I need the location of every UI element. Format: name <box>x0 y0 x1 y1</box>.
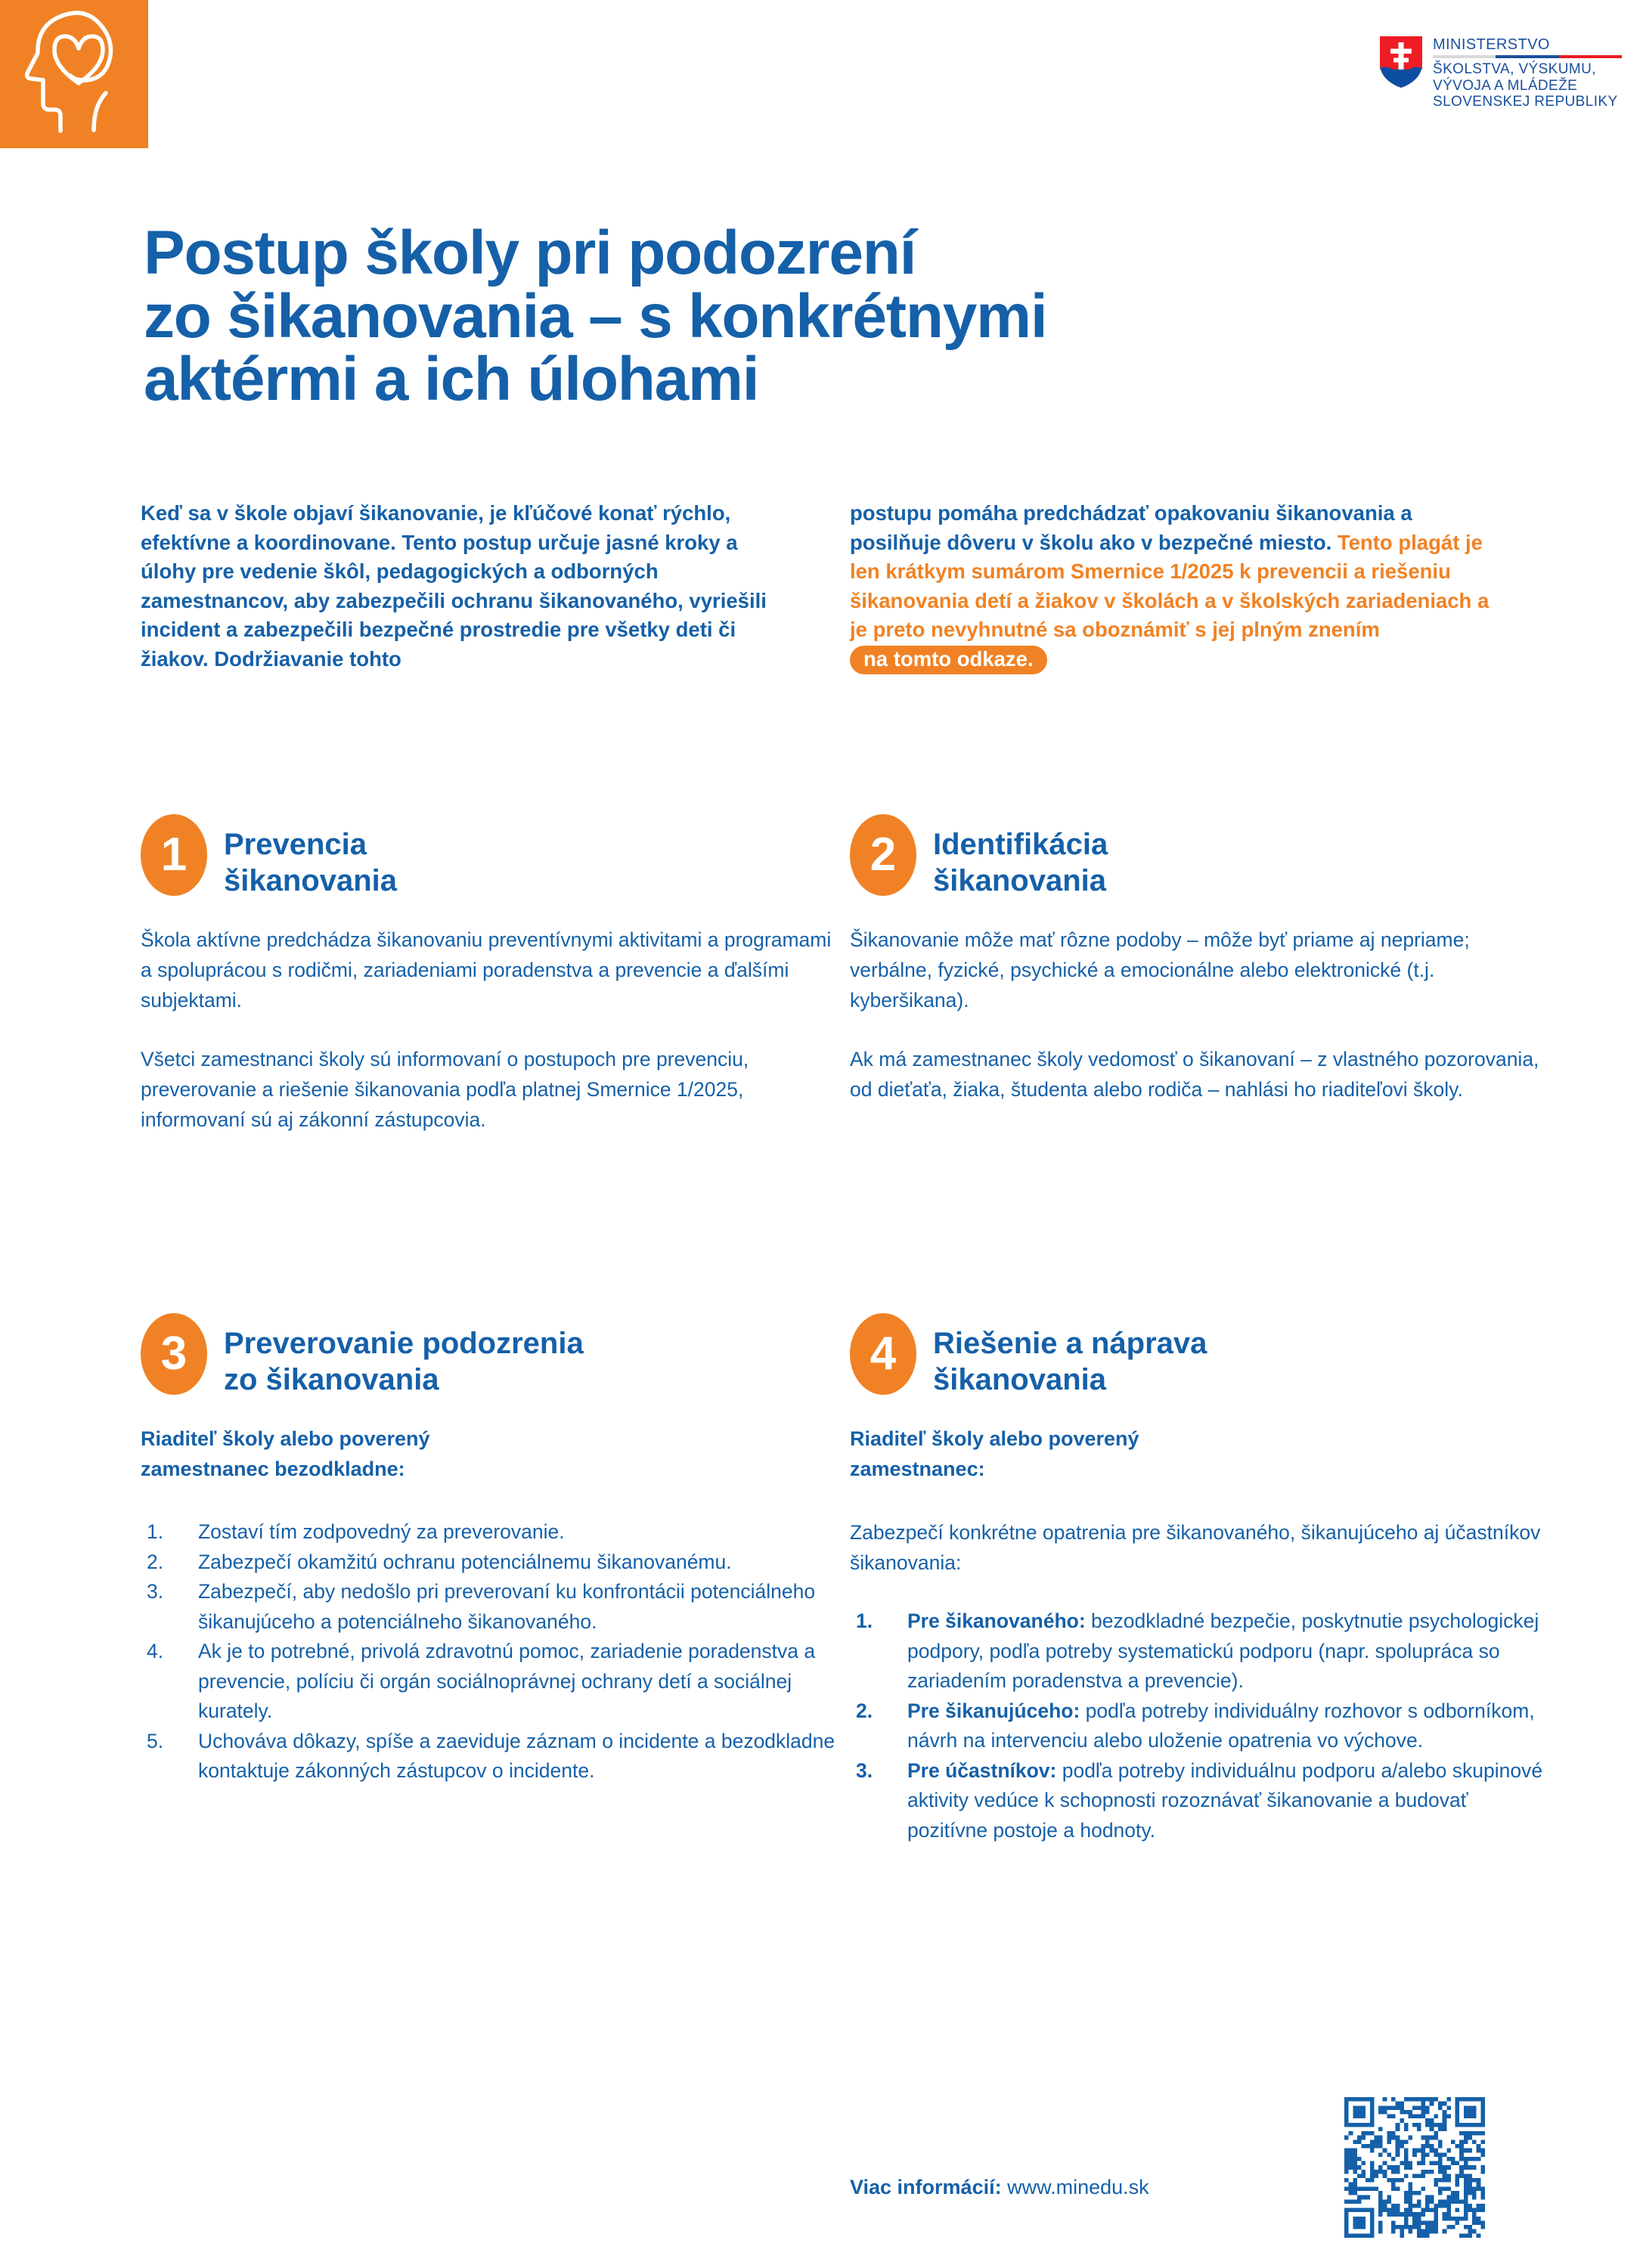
section-title <box>933 1319 1207 1398</box>
section-body <box>850 1424 1553 1845</box>
list-item <box>141 1548 844 1578</box>
section-title-line-2: šikanovania <box>224 864 398 897</box>
list-item <box>141 1577 844 1637</box>
list-item-text: Uchováva dôkazy, spíše a zaeviduje záznam o incidente a bezodkladne kontaktuje zákonných zástupcov o incidente. <box>198 1729 835 1782</box>
tricolor-rule <box>1433 55 1622 58</box>
section-header <box>141 820 844 899</box>
section-number-badge: 4 <box>850 1313 916 1395</box>
section-header <box>850 1319 1553 1398</box>
section-lead <box>141 1424 844 1484</box>
ministry-line-1: MINISTERSTVO <box>1433 36 1550 53</box>
section-title-line-2: zo šikanovania <box>224 1363 439 1396</box>
ministry-line-2: ŠKOLSTVA, VÝSKUMU, <box>1433 61 1596 77</box>
section-paragraph: Všetci zamestnanci školy sú informovaní o postupoch pre prevenciu, preverovanie a riešenie šikanovania podľa platnej Smernice 1/2025, informovaní sú aj zákonní zástupcovia. <box>141 1048 749 1131</box>
section-paragraph: Škola aktívne predchádza šikanovaniu preventívnymi aktivitami a programami a spoluprácou s rodičmi, zariadeniami poradenstva a prevencie a ďalšími subjektami. <box>141 928 832 1012</box>
list-item-lead-in: Pre šikanujúceho: <box>907 1699 1080 1722</box>
list-item-body: podľa potreby individuálnu podporu a/alebo skupinové aktivity vedúce k schopnosti rozoznávať šikanovanie a budovať pozitívne postoje a hodnoty. <box>907 1758 1543 1842</box>
list-item-text: Ak je to potrebné, privolá zdravotnú pomoc, zariadenie poradenstva a prevencie, políciu či orgán sociálnoprávnej ochrany detí a sociálnej kurately. <box>198 1640 816 1722</box>
section-number-badge: 3 <box>141 1313 207 1395</box>
section-lead-line-1: Riaditeľ školy alebo poverený <box>850 1427 1139 1450</box>
list-item-text: Zabezpečí okamžitú ochranu potenciálnemu šikanovanému. <box>198 1550 732 1573</box>
list-item-body: podľa potreby individuálny rozhovor s odborníkom, návrh na intervenciu alebo uloženie opatrenia vo výchove. <box>907 1699 1535 1752</box>
list-item-text <box>907 1606 1553 1696</box>
section-body <box>850 925 1553 1105</box>
list-item-text <box>907 1756 1553 1846</box>
footer-label: Viac informácií: <box>850 2176 1002 2198</box>
section-title-line-2: šikanovania <box>933 1363 1107 1396</box>
head-with-heart-icon <box>0 0 148 148</box>
section-lead <box>850 1424 1553 1484</box>
section-title-line-1: Prevencia <box>224 828 367 861</box>
section-title-line-1: Identifikácia <box>933 828 1108 861</box>
section-preverovanie <box>141 1319 844 1786</box>
list-item-number: 4. <box>147 1640 164 1662</box>
section-lead-line-1: Riaditeľ školy alebo poverený <box>141 1427 430 1450</box>
section-number-badge: 1 <box>141 814 207 896</box>
footer-url[interactable]: www.minedu.sk <box>1001 2176 1149 2198</box>
list-item-text: Zostaví tím zodpovedný za preverovanie. <box>198 1520 565 1543</box>
section-title-line-2: šikanovania <box>933 864 1107 897</box>
section-prevencia <box>141 820 844 1135</box>
list-item <box>141 1517 844 1548</box>
section-paragraph: Ak má zamestnanec školy vedomosť o šikanovaní – z vlastného pozorovania, od dieťaťa, žiaka, študenta alebo rodiča – nahlási ho riaditeľovi školy. <box>850 1048 1539 1101</box>
ministry-line-3: VÝVOJA A MLÁDEŽE <box>1433 77 1578 94</box>
intro-block <box>141 499 1547 674</box>
section-title <box>933 820 1108 899</box>
section-riesenie <box>850 1319 1553 1845</box>
section-paragraph: Šikanovanie môže mať rôzne podoby – môže byť priame aj nepriame; verbálne, fyzické, psychické a emocionálne alebo elektronické (t.j. kyberšikana). <box>850 928 1470 1012</box>
footer-more-info <box>850 2174 1149 2201</box>
list-item-body: bezodkladné bezpečie, poskytnutie psychologickej podpory, podľa potreby systematickú podporu (napr. spolupráca so zariadením poradenstva a prevencie). <box>907 1610 1539 1692</box>
intro-right-blue: postupu pomáha predchádzať opakovaniu šikanovania a posilňuje dôveru v školu ako v bezpečné miesto. <box>850 501 1412 554</box>
section-lead-line-2: zamestnanec: <box>850 1458 985 1480</box>
page-title-line-2: zo šikanovania – s konkrétnymi <box>144 281 1047 351</box>
intro-right-orange: Tento plagát je len krátkym sumárom Smernice 1/2025 k prevencii a riešeniu šikanovania detí a žiakov v školách a v školských zariadeniach a je preto nevyhnutné sa oboznámiť s jej plným znením <box>850 530 1490 641</box>
list-item-lead-in: Pre šikanovaného: <box>907 1610 1086 1632</box>
section-header <box>141 1319 844 1398</box>
list-item-text: Zabezpečí, aby nedošlo pri preverovaní ku konfrontácii potenciálneho šikanujúceho a potenciálneho šikanovaného. <box>198 1580 816 1633</box>
link-pill-button[interactable]: na tomto odkaze. <box>850 646 1047 674</box>
list-item-lead-in: Pre účastníkov: <box>907 1758 1057 1782</box>
list-item <box>141 1727 844 1786</box>
list-item-number: 5. <box>147 1729 164 1752</box>
section-title <box>224 820 397 899</box>
section-ordered-list <box>141 1517 844 1786</box>
list-item <box>850 1756 1553 1846</box>
list-item <box>850 1606 1553 1696</box>
intro-column-right <box>850 499 1508 674</box>
section-body <box>141 925 844 1135</box>
section-body <box>141 1424 844 1786</box>
list-item-number: 3. <box>147 1580 164 1603</box>
section-intro-text: Zabezpečí konkrétne opatrenia pre šikanovaného, šikanujúceho aj účastníkov šikanovania: <box>850 1521 1541 1574</box>
section-number-badge: 2 <box>850 814 916 896</box>
brand-logo-box <box>0 0 148 148</box>
page-title-line-1: Postup školy pri podozrení <box>144 218 916 287</box>
list-item-text <box>907 1696 1553 1756</box>
page-title-line-3: aktérmi a ich úlohami <box>144 345 759 414</box>
slovak-coat-of-arms-icon <box>1380 36 1422 88</box>
section-header <box>850 820 1553 899</box>
list-item-number: 1. <box>856 1610 873 1632</box>
list-item-number: 3. <box>856 1758 873 1782</box>
list-item <box>141 1637 844 1727</box>
section-title-line-1: Preverovanie podozrenia <box>224 1327 584 1360</box>
section-ordered-list <box>850 1606 1553 1845</box>
qr-code-icon[interactable] <box>1344 2097 1485 2238</box>
list-item-number: 1. <box>147 1520 164 1543</box>
list-item-number: 2. <box>147 1550 164 1573</box>
section-lead-line-2: zamestnanec bezodkladne: <box>141 1458 405 1480</box>
section-title <box>224 1319 584 1398</box>
intro-column-left: Keď sa v škole objaví šikanovanie, je kľúčové konať rýchlo, efektívne a koordinovane. Tento postup určuje jasné kroky a úlohy pre vedenie škôl, pedagogických a odborných zamestnancov, aby zabezpečili ochranu šikanovaného, vyriešili incident a zabezpečili bezpečné prostredie pre všetky deti či žiakov. Dodržiavanie tohto <box>141 501 767 671</box>
page-title <box>144 218 1429 414</box>
list-item <box>850 1696 1553 1756</box>
section-identifikacia <box>850 820 1553 1105</box>
list-item-number: 2. <box>856 1699 873 1722</box>
section-title-line-1: Riešenie a náprava <box>933 1327 1207 1360</box>
ministry-line-4: SLOVENSKEJ REPUBLIKY <box>1433 94 1618 110</box>
ministry-logo <box>1380 36 1622 110</box>
